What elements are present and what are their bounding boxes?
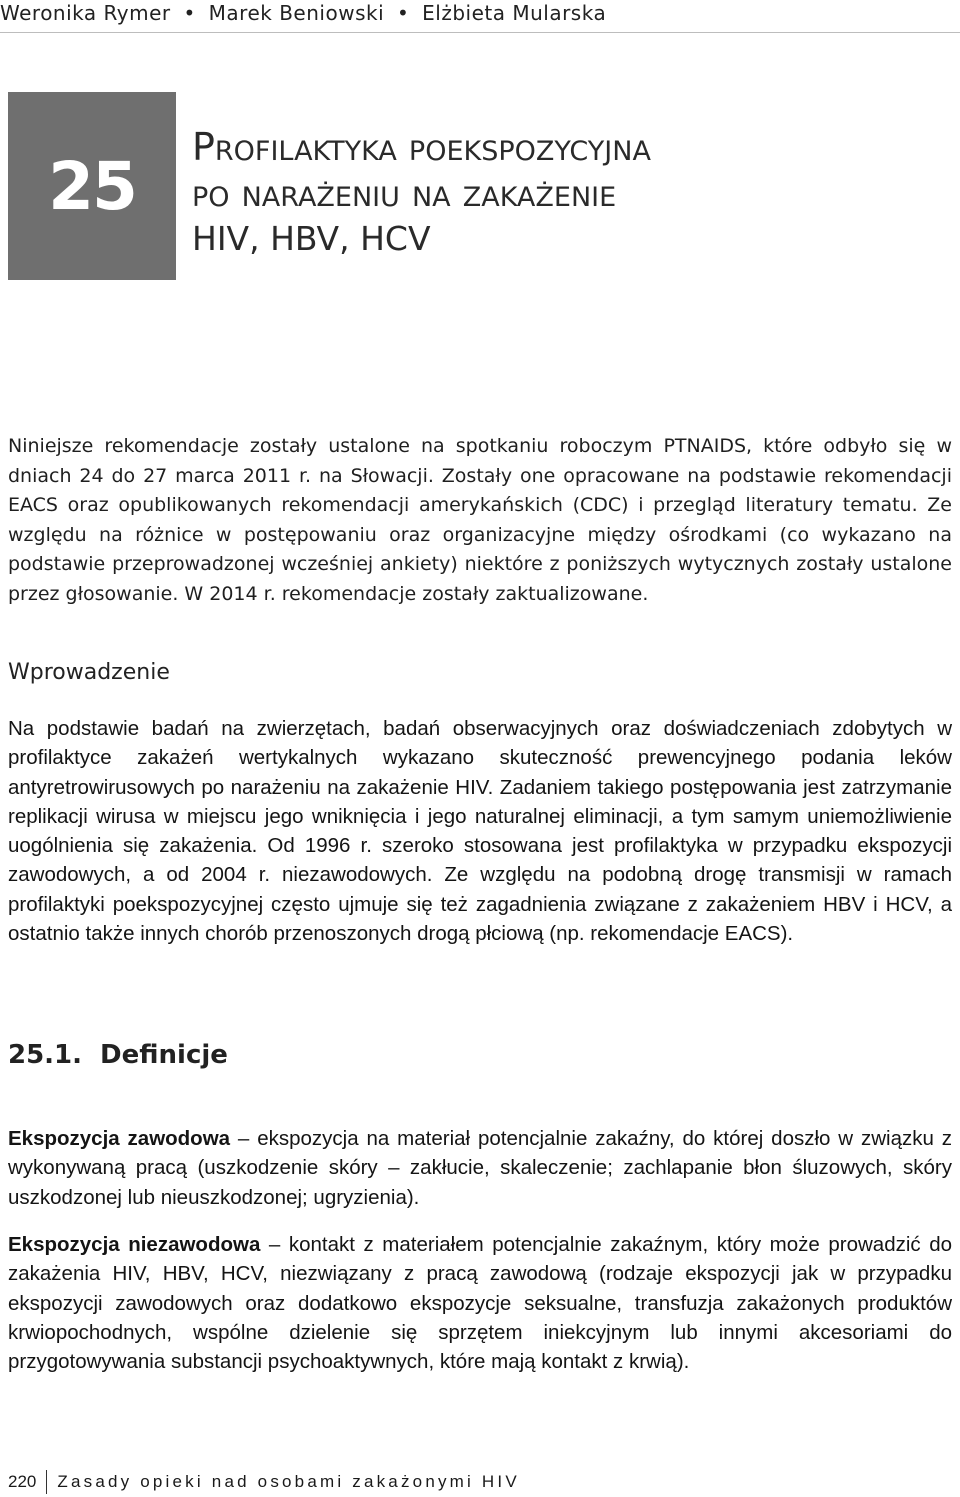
definition-term: Ekspozycja niezawodowa <box>8 1233 261 1256</box>
section-title: Definicje <box>100 1040 228 1070</box>
wprowadzenie-paragraph: Na podstawie badań na zwierzętach, badań obserwacyjnych oraz doświadczeniach zdobytych w profilaktyce zakażeń wertykalnych wykazano skuteczność prewencyjnego podania leków antyretrowirusowych po narażeniu na zakażenie HIV. Zadaniem takiego postępowania jest zatrzymanie replikacji wirusa w miejscu jego wniknięcia i jego naturalnej eliminacji, a tym samym uniemożliwienie uogólnienia się zakażenia. Od 1996 r. szeroko stosowana jest profilaktyka w przypadku ekspozycji zawodowych, a od 2004 r. niezawodowych. Ze względu na podobną drogę transmisji w ramach profilaktyki poekspozycyjnej często ujmuje się też zagadnienia związane z zakażeniem HBV i HCV, a ostatnio także innych chorób przenoszonych drogą płciową (np. rekomendacje EACS). <box>8 717 952 946</box>
chapter-title-line-1: Profilaktyka poekspozycyjna <box>192 125 651 169</box>
section-number: 25.1. <box>8 1040 83 1070</box>
chapter-number: 25 <box>48 147 136 225</box>
chapter-number-box <box>8 92 176 280</box>
definition-text: kontakt z materiałem potencjalnie zakaźnym, który może prowadzić do zakażenia HIV, HBV, HCV, niezwiązany z pracą zawodową (rodzaje ekspozycji jak w przypadku ekspozycji zawodowych oraz dodatkowo ekspozycje seksualne, transfuzja zakażonych produktów krwiopochodnych, wspólne dzielenie się sprzętem iniekcyjnym lub innymi akcesoriami do przygotowywania substancji psychoaktywnych, które mają kontakt z krwią). <box>8 1233 953 1374</box>
running-head <box>0 0 960 30</box>
section-heading-wprowadzenie: Wprowadzenie <box>8 660 170 685</box>
author-separator: • <box>183 1 196 25</box>
author-separator: • <box>396 1 410 25</box>
chapter-title <box>192 124 932 262</box>
chapter-title-line-3: HIV, HBV, HCV <box>192 219 431 258</box>
definition-item <box>8 1230 952 1376</box>
section-heading-definicje <box>8 1040 228 1070</box>
footer-divider <box>46 1470 47 1494</box>
definition-term: Ekspozycja zawodowa <box>8 1127 231 1150</box>
intro-paragraph: Niniejsze rekomendacje zostały ustalone na spotkaniu roboczym PTNAIDS, które odbyło się w dniach 24 do 27 marca 2011 r. na Słowacji. Zostały one opracowane na podstawie rekomendacji EACS oraz opublikowanych rekomendacji amerykańskich (CDC) i przegląd literatury tematu. Ze względu na różnice w postępowaniu oraz organizacyjne między ośrodkami (co wykazano na podstawie przeprowadzonej wcześniej ankiety) niektóre z poniższych wytycznych zostały ustalone przez głosowanie. W 2014 r. rekomendacje zostały zaktualizowane. <box>8 435 952 605</box>
chapter-title-line-2: po narażeniu na zakażenie <box>192 171 617 215</box>
book-title: Zasady opieki nad osobami zakażonymi HIV <box>57 1472 520 1491</box>
author-1: Weronika Rymer <box>0 1 171 25</box>
author-3: Elżbieta Mularska <box>422 1 607 25</box>
page-number: 220 <box>8 1472 37 1491</box>
author-2: Marek Beniowski <box>208 1 385 25</box>
header-rule <box>0 32 960 33</box>
page-footer <box>8 1470 520 1494</box>
definition-text: ekspozycja na materiał potencjalnie zakaźny, do której doszło w związku z wykonywaną pracą (uszkodzenie skóry – zakłucie, skaleczenie; zachlapanie błon śluzowych, skóry uszkodzonej lub nieuszkodzonej; ugryzienia). <box>8 1127 953 1209</box>
definition-dash: – <box>230 1127 258 1150</box>
definition-dash: – <box>260 1233 289 1256</box>
definition-item <box>8 1124 952 1212</box>
